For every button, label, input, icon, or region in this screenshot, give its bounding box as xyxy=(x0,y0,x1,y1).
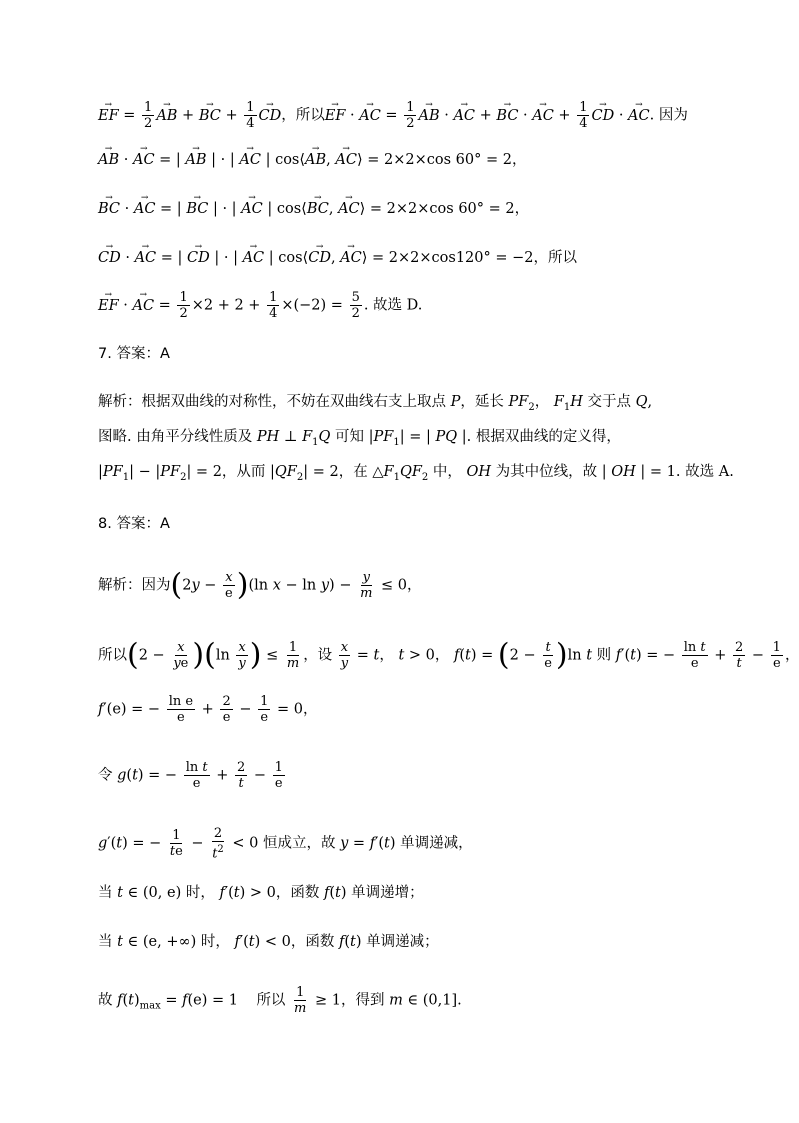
text-segment: 为其中位线，故 xyxy=(495,464,598,480)
dot-product-cd-ac: → CD · → AC = | → CD | · | → AC | cos⟨→ CD, → AC⟩ = 2×2×cos120° = −2，所以 xyxy=(98,248,577,268)
text-segment: 单调递减， xyxy=(400,835,473,852)
text-segment: ，所以 xyxy=(533,250,577,266)
text-segment: ，函数 xyxy=(290,934,335,950)
text-segment: 故 xyxy=(98,992,113,1009)
text-segment: 解析：根据双曲线的对称性，不妨在双曲线右支上取点 xyxy=(98,394,446,410)
answer-8-line-6: 当 t ∈ (0, e) 时， f′(t) > 0，函数 f(t) 单调递增； xyxy=(98,885,424,901)
text-segment: 中， xyxy=(432,464,462,480)
text-segment: 令 xyxy=(98,767,113,784)
text-segment: 时， xyxy=(185,885,215,901)
answer-8-line-1: 解析：因为(2y − $\frac{x}{e}$ )(ln x − ln y) − $\frac{y}{m}$ ≤ 0， xyxy=(98,567,422,603)
text-segment: ，在 xyxy=(338,464,368,480)
text-segment: 图略. 由角平分线性质及 xyxy=(98,429,253,445)
text-segment: ，函数 xyxy=(275,885,320,901)
text-segment: ，延长 xyxy=(460,394,504,410)
text-segment: 当 xyxy=(98,885,113,901)
answer-8-line-3: f′(e) = − $\frac{\text{ln e}}{e}$ + $\frac{2}{e}$ − $\frac{1}{e}$ = 0， xyxy=(98,694,318,725)
answer-8-heading: 8. 答案：A xyxy=(98,516,170,532)
answer-7-line-1: 解析：根据双曲线的对称性，不妨在双曲线右支上取点 P，延长 $PF_2$， $F_1H$ 交于点 Q, xyxy=(98,394,653,413)
text-segment: 单调递增； xyxy=(351,885,424,901)
text-segment: ， xyxy=(511,152,527,168)
answer-8-line-7: 当 t ∈ (e, +∞) 时， f′(t) < 0，函数 f(t) 单调递减； xyxy=(98,934,439,950)
text-segment: 当 xyxy=(98,934,113,950)
text-segment: ，所以 xyxy=(281,107,325,124)
answer-7-line-2: 图略. 由角平分线性质及 PH ⊥ $F_1Q$ 可知 $|PF_1|$ = | PQ |. 根据双曲线的定义得， xyxy=(98,429,621,448)
text-segment: . 故选 A. xyxy=(675,464,734,480)
final-dot-product: → EF · → AC = $\frac{1}{2}$ ×2 + 2 + $\frac{1}{4}$ ×(−2) = $\frac{5}{2}$ . 故选 D. xyxy=(98,290,422,321)
answer-8-line-4: 令 g(t) = − $\frac{\text{ln t}}{e}$ + $\frac{2}{t}$ − $\frac{1}{e}$ xyxy=(98,760,283,791)
dot-product-ab-ac: → AB · → AC = | → AB | · | → AC | cos⟨→ AB, → AC⟩ = 2×2×cos 60° = 2， xyxy=(98,150,526,170)
text-segment: 恒成立，故 xyxy=(263,835,336,852)
text-segment: 交于点 xyxy=(587,394,631,410)
answer-8-line-2: 所以(2 − $\frac{x}{ye}$ )(ln $\frac{x}{y}$ ) ≤ $\frac{1}{m}$ ，设 $\frac{x}{y}$ = t， t > 0， f(t) = (2 − $\frac{t}{e}$ )ln t 则 f′(t) = − $\frac{\text{ln t}}{e}$ + $\frac{2}{t}$ − $\frac{1}{e}$ ， xyxy=(98,637,799,673)
text-segment: ，得到 xyxy=(340,992,385,1009)
text-segment: 解析：因为 xyxy=(98,577,171,594)
text-segment: ， xyxy=(379,647,394,664)
text-segment: 则 xyxy=(596,647,612,664)
text-segment: ，从而 xyxy=(221,464,266,480)
text-segment: 时， xyxy=(200,934,230,950)
text-segment: . 故选 D. xyxy=(363,297,423,314)
text-segment: ，设 xyxy=(303,647,333,664)
text-segment: . 根据双曲线的定义得， xyxy=(466,429,621,445)
text-segment: ， xyxy=(534,394,550,410)
text-segment: 所以 xyxy=(98,647,127,664)
text-segment: ， xyxy=(514,201,530,217)
answer-7-line-3: $|PF_1| - |PF_2| = 2$，从而 $|QF_2| = 2$，在 $\triangle F_1QF_2$ 中， OH 为其中位线，故 | OH | = 1. 故选 A. xyxy=(98,464,734,483)
answer-8-line-5: g′(t) = − $\frac{1}{te}$ − $\frac{2}{t^2}$ < 0 恒成立，故 y = f′(t) 单调递减， xyxy=(98,826,473,862)
answer-8-line-8: 故 $f(t)_{max} = f(e) = 1$ 所以 $\frac{1}{m}$ ≥ 1，得到 m ∈ (0,1]. xyxy=(98,985,462,1016)
text-segment: . 因为 xyxy=(649,107,688,124)
answer-7-heading: 7. 答案：A xyxy=(98,346,170,362)
text-segment: 所以 xyxy=(256,992,286,1009)
text-segment: 单调递减； xyxy=(366,934,439,950)
text-segment: 可知 xyxy=(335,429,365,445)
dot-product-bc-ac: → BC · → AC = | → BC | · | → AC | cos⟨→ BC, → AC⟩ = 2×2×cos 60° = 2， xyxy=(98,199,529,219)
vector-equation-line-1: → EF = $\frac{1}{2}$ → AB + → BC + $\frac{1}{4}$ → CD，所以→ EF · → AC = $\frac{1}{2}$ → AB · → AC + → BC · → AC + $\frac{1}{4}$ → CD · → AC. 因为 xyxy=(98,100,688,131)
text-segment: ， xyxy=(434,647,450,664)
